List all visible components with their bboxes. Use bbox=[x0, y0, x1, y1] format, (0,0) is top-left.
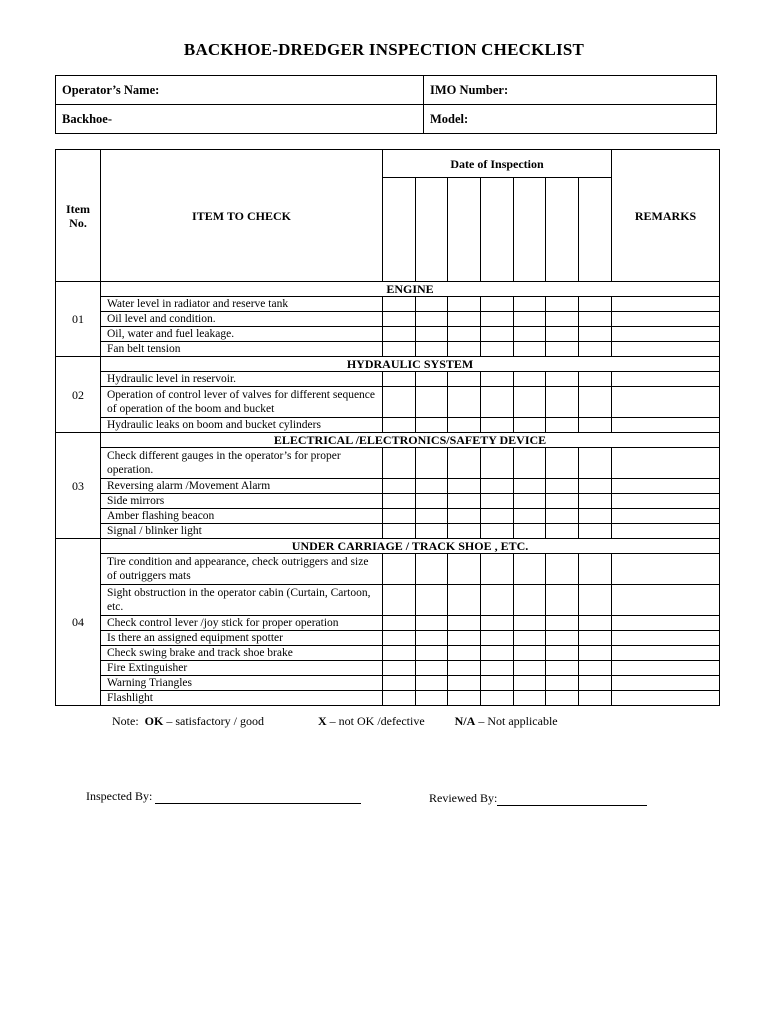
inspection-check-cell[interactable] bbox=[416, 631, 448, 646]
inspection-check-cell[interactable] bbox=[416, 676, 448, 691]
inspection-check-cell[interactable] bbox=[383, 448, 416, 479]
inspection-check-cell[interactable] bbox=[514, 554, 546, 585]
checklist-row bbox=[56, 616, 720, 631]
inspection-check-cell[interactable] bbox=[579, 312, 612, 327]
inspection-check-cell[interactable] bbox=[481, 631, 514, 646]
inspection-check-cell[interactable] bbox=[448, 418, 481, 433]
inspection-check-cell[interactable] bbox=[448, 631, 481, 646]
inspection-check-cell[interactable] bbox=[514, 297, 546, 312]
remarks-cell[interactable] bbox=[612, 616, 720, 631]
date-column-header-5[interactable] bbox=[514, 178, 546, 282]
remarks-cell[interactable] bbox=[612, 387, 720, 418]
inspection-check-cell[interactable] bbox=[546, 661, 579, 676]
inspection-check-cell[interactable] bbox=[514, 387, 546, 418]
checklist-item-label: Reversing alarm /Movement Alarm bbox=[101, 479, 383, 494]
inspection-check-cell[interactable] bbox=[416, 691, 448, 706]
checklist-row bbox=[56, 372, 720, 387]
inspection-check-cell[interactable] bbox=[416, 509, 448, 524]
inspection-check-cell[interactable] bbox=[448, 448, 481, 479]
inspection-check-cell[interactable] bbox=[481, 342, 514, 357]
checklist-row bbox=[56, 494, 720, 509]
inspection-check-cell[interactable] bbox=[546, 631, 579, 646]
checklist-item-label: Hydraulic leaks on boom and bucket cylinders bbox=[101, 418, 383, 433]
checklist-row bbox=[56, 585, 720, 616]
inspection-check-cell[interactable] bbox=[481, 327, 514, 342]
inspection-check-cell[interactable] bbox=[416, 479, 448, 494]
remarks-cell[interactable] bbox=[612, 494, 720, 509]
checklist-row bbox=[56, 631, 720, 646]
inspection-check-cell[interactable] bbox=[546, 646, 579, 661]
item-to-check-header: ITEM TO CHECK bbox=[101, 150, 383, 282]
date-column-header-3[interactable] bbox=[448, 178, 481, 282]
inspection-check-cell[interactable] bbox=[448, 676, 481, 691]
x-code: X bbox=[318, 714, 327, 728]
inspection-check-cell[interactable] bbox=[481, 691, 514, 706]
inspection-check-cell[interactable] bbox=[383, 631, 416, 646]
inspection-check-cell[interactable] bbox=[481, 524, 514, 539]
remarks-cell[interactable] bbox=[612, 479, 720, 494]
inspection-check-cell[interactable] bbox=[481, 509, 514, 524]
inspection-check-cell[interactable] bbox=[448, 691, 481, 706]
inspection-check-cell[interactable] bbox=[416, 494, 448, 509]
inspection-check-cell[interactable] bbox=[416, 585, 448, 616]
inspection-check-cell[interactable] bbox=[481, 646, 514, 661]
model-field[interactable] bbox=[424, 105, 717, 134]
remarks-cell[interactable] bbox=[612, 448, 720, 479]
inspection-check-cell[interactable] bbox=[448, 372, 481, 387]
inspection-check-cell[interactable] bbox=[383, 479, 416, 494]
checklist-row bbox=[56, 448, 720, 479]
remarks-cell[interactable] bbox=[612, 342, 720, 357]
inspection-check-cell[interactable] bbox=[416, 418, 448, 433]
na-code: N/A bbox=[454, 714, 476, 728]
inspection-check-cell[interactable] bbox=[383, 387, 416, 418]
inspection-check-cell[interactable] bbox=[579, 616, 612, 631]
inspection-check-cell[interactable] bbox=[416, 554, 448, 585]
section-title: UNDER CARRIAGE / TRACK SHOE , ETC. bbox=[101, 539, 720, 554]
inspection-check-cell[interactable] bbox=[481, 616, 514, 631]
inspection-check-cell[interactable] bbox=[546, 387, 579, 418]
inspection-check-cell[interactable] bbox=[514, 676, 546, 691]
inspection-check-cell[interactable] bbox=[579, 524, 612, 539]
reviewed-by-label: Reviewed By: bbox=[429, 791, 498, 805]
inspection-check-cell[interactable] bbox=[383, 616, 416, 631]
inspection-check-cell[interactable] bbox=[448, 494, 481, 509]
document-title: BACKHOE-DREDGER INSPECTION CHECKLIST bbox=[183, 40, 585, 59]
legend-note bbox=[112, 714, 558, 729]
inspection-check-cell[interactable] bbox=[579, 554, 612, 585]
inspection-check-cell[interactable] bbox=[481, 676, 514, 691]
inspection-check-cell[interactable] bbox=[448, 585, 481, 616]
inspection-check-cell[interactable] bbox=[416, 387, 448, 418]
checklist-row bbox=[56, 509, 720, 524]
inspection-check-cell[interactable] bbox=[383, 372, 416, 387]
inspection-check-cell[interactable] bbox=[579, 661, 612, 676]
inspection-check-cell[interactable] bbox=[481, 661, 514, 676]
inspected-by-block bbox=[86, 789, 361, 804]
inspection-check-cell[interactable] bbox=[481, 372, 514, 387]
date-column-header-6[interactable] bbox=[546, 178, 579, 282]
checklist-item-label: Operation of control lever of valves for different sequence of operation of the boom and bucket bbox=[101, 387, 383, 418]
inspection-check-cell[interactable] bbox=[514, 691, 546, 706]
imo-number-field[interactable] bbox=[424, 76, 717, 105]
inspection-check-cell[interactable] bbox=[448, 342, 481, 357]
inspection-check-cell[interactable] bbox=[546, 509, 579, 524]
inspection-check-cell[interactable] bbox=[546, 676, 579, 691]
inspection-check-cell[interactable] bbox=[416, 616, 448, 631]
inspection-check-cell[interactable] bbox=[383, 554, 416, 585]
model-label: Model: bbox=[430, 111, 469, 126]
inspection-check-cell[interactable] bbox=[481, 585, 514, 616]
remarks-cell[interactable] bbox=[612, 524, 720, 539]
inspection-check-cell[interactable] bbox=[546, 524, 579, 539]
checklist-row bbox=[56, 524, 720, 539]
inspection-check-cell[interactable] bbox=[514, 372, 546, 387]
inspection-check-cell[interactable] bbox=[546, 554, 579, 585]
inspection-check-cell[interactable] bbox=[579, 327, 612, 342]
backhoe-label: Backhoe- bbox=[62, 111, 112, 126]
remarks-cell[interactable] bbox=[612, 646, 720, 661]
checklist-row bbox=[56, 691, 720, 706]
inspection-check-cell[interactable] bbox=[383, 494, 416, 509]
imo-number-label: IMO Number: bbox=[430, 82, 509, 97]
ok-text: – satisfactory / good bbox=[166, 714, 264, 728]
inspection-check-cell[interactable] bbox=[481, 554, 514, 585]
checklist-item-label: Warning Triangles bbox=[101, 676, 383, 691]
inspection-check-cell[interactable] bbox=[514, 524, 546, 539]
remarks-cell[interactable] bbox=[612, 661, 720, 676]
inspection-check-cell[interactable] bbox=[383, 509, 416, 524]
section-title: ELECTRICAL /ELECTRONICS/SAFETY DEVICE bbox=[101, 433, 720, 448]
section-title: ENGINE bbox=[101, 282, 720, 297]
inspection-check-cell[interactable] bbox=[579, 509, 612, 524]
remarks-cell[interactable] bbox=[612, 327, 720, 342]
checklist-item-label: Fire Extinguisher bbox=[101, 661, 383, 676]
inspection-check-cell[interactable] bbox=[416, 312, 448, 327]
inspection-check-cell[interactable] bbox=[546, 312, 579, 327]
inspection-check-cell[interactable] bbox=[481, 387, 514, 418]
checklist-item-label: Check different gauges in the operator’s for proper operation. bbox=[101, 448, 383, 479]
checklist-item-label: Sight obstruction in the operator cabin (Curtain, Cartoon, etc. bbox=[101, 585, 383, 616]
remarks-cell[interactable] bbox=[612, 554, 720, 585]
checklist-row bbox=[56, 418, 720, 433]
inspection-check-cell[interactable] bbox=[481, 494, 514, 509]
inspection-check-cell[interactable] bbox=[579, 631, 612, 646]
inspection-check-cell[interactable] bbox=[448, 524, 481, 539]
checklist-item-label: Signal / blinker light bbox=[101, 524, 383, 539]
ok-code: OK bbox=[144, 714, 164, 728]
inspection-check-cell[interactable] bbox=[383, 585, 416, 616]
inspection-check-cell[interactable] bbox=[546, 479, 579, 494]
date-column-header-4[interactable] bbox=[481, 178, 514, 282]
inspection-check-cell[interactable] bbox=[416, 327, 448, 342]
inspection-check-cell[interactable] bbox=[448, 479, 481, 494]
remarks-cell[interactable] bbox=[612, 312, 720, 327]
inspection-check-cell[interactable] bbox=[546, 494, 579, 509]
inspection-check-cell[interactable] bbox=[546, 342, 579, 357]
inspection-check-cell[interactable] bbox=[514, 327, 546, 342]
inspection-check-cell[interactable] bbox=[546, 327, 579, 342]
remarks-cell[interactable] bbox=[612, 372, 720, 387]
inspection-check-cell[interactable] bbox=[448, 312, 481, 327]
inspection-check-cell[interactable] bbox=[579, 448, 612, 479]
inspection-check-cell[interactable] bbox=[481, 479, 514, 494]
operator-name-label: Operator’s Name: bbox=[62, 82, 160, 97]
checklist-item-label: Tire condition and appearance, check outriggers and size of outriggers mats bbox=[101, 554, 383, 585]
inspection-check-cell[interactable] bbox=[383, 661, 416, 676]
inspection-check-cell[interactable] bbox=[448, 387, 481, 418]
inspection-check-cell[interactable] bbox=[579, 418, 612, 433]
inspection-check-cell[interactable] bbox=[383, 342, 416, 357]
inspection-check-cell[interactable] bbox=[514, 661, 546, 676]
date-column-header-2[interactable] bbox=[416, 178, 448, 282]
checklist-row bbox=[56, 297, 720, 312]
inspection-check-cell[interactable] bbox=[514, 342, 546, 357]
checklist-item-label: Check control lever /joy stick for proper operation bbox=[101, 616, 383, 631]
inspection-check-cell[interactable] bbox=[514, 312, 546, 327]
note-prefix: Note: bbox=[112, 714, 139, 728]
inspection-check-cell[interactable] bbox=[579, 297, 612, 312]
inspection-check-cell[interactable] bbox=[481, 312, 514, 327]
inspected-by-signature-line[interactable] bbox=[155, 791, 361, 804]
inspection-check-cell[interactable] bbox=[514, 418, 546, 433]
checklist-row bbox=[56, 342, 720, 357]
inspection-check-cell[interactable] bbox=[514, 494, 546, 509]
inspection-check-cell[interactable] bbox=[579, 387, 612, 418]
inspection-check-cell[interactable] bbox=[383, 691, 416, 706]
remarks-cell[interactable] bbox=[612, 509, 720, 524]
checklist-item-label: Hydraulic level in reservoir. bbox=[101, 372, 383, 387]
inspection-check-cell[interactable] bbox=[416, 297, 448, 312]
inspection-check-cell[interactable] bbox=[416, 524, 448, 539]
x-text: – not OK /defective bbox=[329, 714, 425, 728]
inspection-check-cell[interactable] bbox=[579, 646, 612, 661]
inspection-check-cell[interactable] bbox=[416, 646, 448, 661]
inspection-check-cell[interactable] bbox=[383, 327, 416, 342]
inspection-check-cell[interactable] bbox=[579, 691, 612, 706]
remarks-cell[interactable] bbox=[612, 297, 720, 312]
checklist-item-label: Amber flashing beacon bbox=[101, 509, 383, 524]
checklist-row bbox=[56, 676, 720, 691]
info-table bbox=[55, 75, 717, 134]
inspection-check-cell[interactable] bbox=[579, 494, 612, 509]
inspection-check-cell[interactable] bbox=[514, 585, 546, 616]
inspection-check-cell[interactable] bbox=[546, 585, 579, 616]
remarks-cell[interactable] bbox=[612, 676, 720, 691]
checklist-row bbox=[56, 387, 720, 418]
inspection-check-cell[interactable] bbox=[579, 479, 612, 494]
inspection-check-cell[interactable] bbox=[579, 585, 612, 616]
inspection-check-cell[interactable] bbox=[448, 661, 481, 676]
checklist-table bbox=[55, 149, 720, 706]
operator-name-field[interactable] bbox=[56, 76, 424, 105]
inspection-check-cell[interactable] bbox=[416, 661, 448, 676]
inspection-check-cell[interactable] bbox=[448, 646, 481, 661]
checklist-item-label: Is there an assigned equipment spotter bbox=[101, 631, 383, 646]
inspection-check-cell[interactable] bbox=[383, 312, 416, 327]
inspection-check-cell[interactable] bbox=[448, 554, 481, 585]
inspection-check-cell[interactable] bbox=[448, 297, 481, 312]
inspection-check-cell[interactable] bbox=[546, 616, 579, 631]
checklist-row bbox=[56, 312, 720, 327]
item-no-header bbox=[56, 150, 101, 282]
checklist-row bbox=[56, 554, 720, 585]
inspection-check-cell[interactable] bbox=[546, 418, 579, 433]
section-number: 04 bbox=[56, 539, 101, 706]
inspection-check-cell[interactable] bbox=[383, 418, 416, 433]
inspection-check-cell[interactable] bbox=[448, 509, 481, 524]
checklist-row bbox=[56, 646, 720, 661]
inspection-check-cell[interactable] bbox=[383, 646, 416, 661]
date-column-header-1[interactable] bbox=[383, 178, 416, 282]
checklist-item-label: Water level in radiator and reserve tank bbox=[101, 297, 383, 312]
checklist-item-label: Check swing brake and track shoe brake bbox=[101, 646, 383, 661]
inspection-check-cell[interactable] bbox=[514, 448, 546, 479]
inspection-check-cell[interactable] bbox=[546, 297, 579, 312]
reviewed-by-signature-line[interactable] bbox=[497, 793, 647, 806]
inspection-check-cell[interactable] bbox=[383, 297, 416, 312]
remarks-cell[interactable] bbox=[612, 631, 720, 646]
checklist-item-label: Flashlight bbox=[101, 691, 383, 706]
inspection-check-cell[interactable] bbox=[579, 342, 612, 357]
inspection-check-cell[interactable] bbox=[481, 297, 514, 312]
inspection-check-cell[interactable] bbox=[546, 372, 579, 387]
inspection-check-cell[interactable] bbox=[383, 676, 416, 691]
inspection-check-cell[interactable] bbox=[579, 676, 612, 691]
inspection-check-cell[interactable] bbox=[448, 616, 481, 631]
inspection-check-cell[interactable] bbox=[514, 616, 546, 631]
date-column-header-7[interactable] bbox=[579, 178, 612, 282]
checklist-row bbox=[56, 327, 720, 342]
checklist-item-label: Fan belt tension bbox=[101, 342, 383, 357]
remarks-cell[interactable] bbox=[612, 418, 720, 433]
checklist-item-label: Side mirrors bbox=[101, 494, 383, 509]
inspection-check-cell[interactable] bbox=[481, 418, 514, 433]
item-no-header-text: Item No. bbox=[66, 201, 90, 230]
section-number: 01 bbox=[56, 282, 101, 357]
inspection-check-cell[interactable] bbox=[546, 691, 579, 706]
inspection-check-cell[interactable] bbox=[448, 327, 481, 342]
date-of-inspection-header: Date of Inspection bbox=[383, 150, 612, 178]
inspection-check-cell[interactable] bbox=[579, 372, 612, 387]
inspection-check-cell[interactable] bbox=[514, 479, 546, 494]
inspection-check-cell[interactable] bbox=[416, 342, 448, 357]
checklist-row bbox=[56, 479, 720, 494]
inspection-check-cell[interactable] bbox=[546, 448, 579, 479]
inspection-check-cell[interactable] bbox=[514, 646, 546, 661]
inspected-by-label: Inspected By: bbox=[86, 789, 153, 803]
inspection-check-cell[interactable] bbox=[416, 372, 448, 387]
remarks-header: REMARKS bbox=[612, 150, 720, 282]
reviewed-by-block bbox=[429, 791, 647, 806]
remarks-cell[interactable] bbox=[612, 691, 720, 706]
section-number: 02 bbox=[56, 357, 101, 433]
checklist-item-label: Oil level and condition. bbox=[101, 312, 383, 327]
backhoe-field[interactable] bbox=[56, 105, 424, 134]
inspection-check-cell[interactable] bbox=[383, 524, 416, 539]
section-title: HYDRAULIC SYSTEM bbox=[101, 357, 720, 372]
inspection-check-cell[interactable] bbox=[514, 509, 546, 524]
checklist-item-label: Oil, water and fuel leakage. bbox=[101, 327, 383, 342]
section-number: 03 bbox=[56, 433, 101, 539]
remarks-cell[interactable] bbox=[612, 585, 720, 616]
inspection-check-cell[interactable] bbox=[481, 448, 514, 479]
checklist-row bbox=[56, 661, 720, 676]
inspection-check-cell[interactable] bbox=[416, 448, 448, 479]
na-text: – Not applicable bbox=[478, 714, 558, 728]
inspection-check-cell[interactable] bbox=[514, 631, 546, 646]
